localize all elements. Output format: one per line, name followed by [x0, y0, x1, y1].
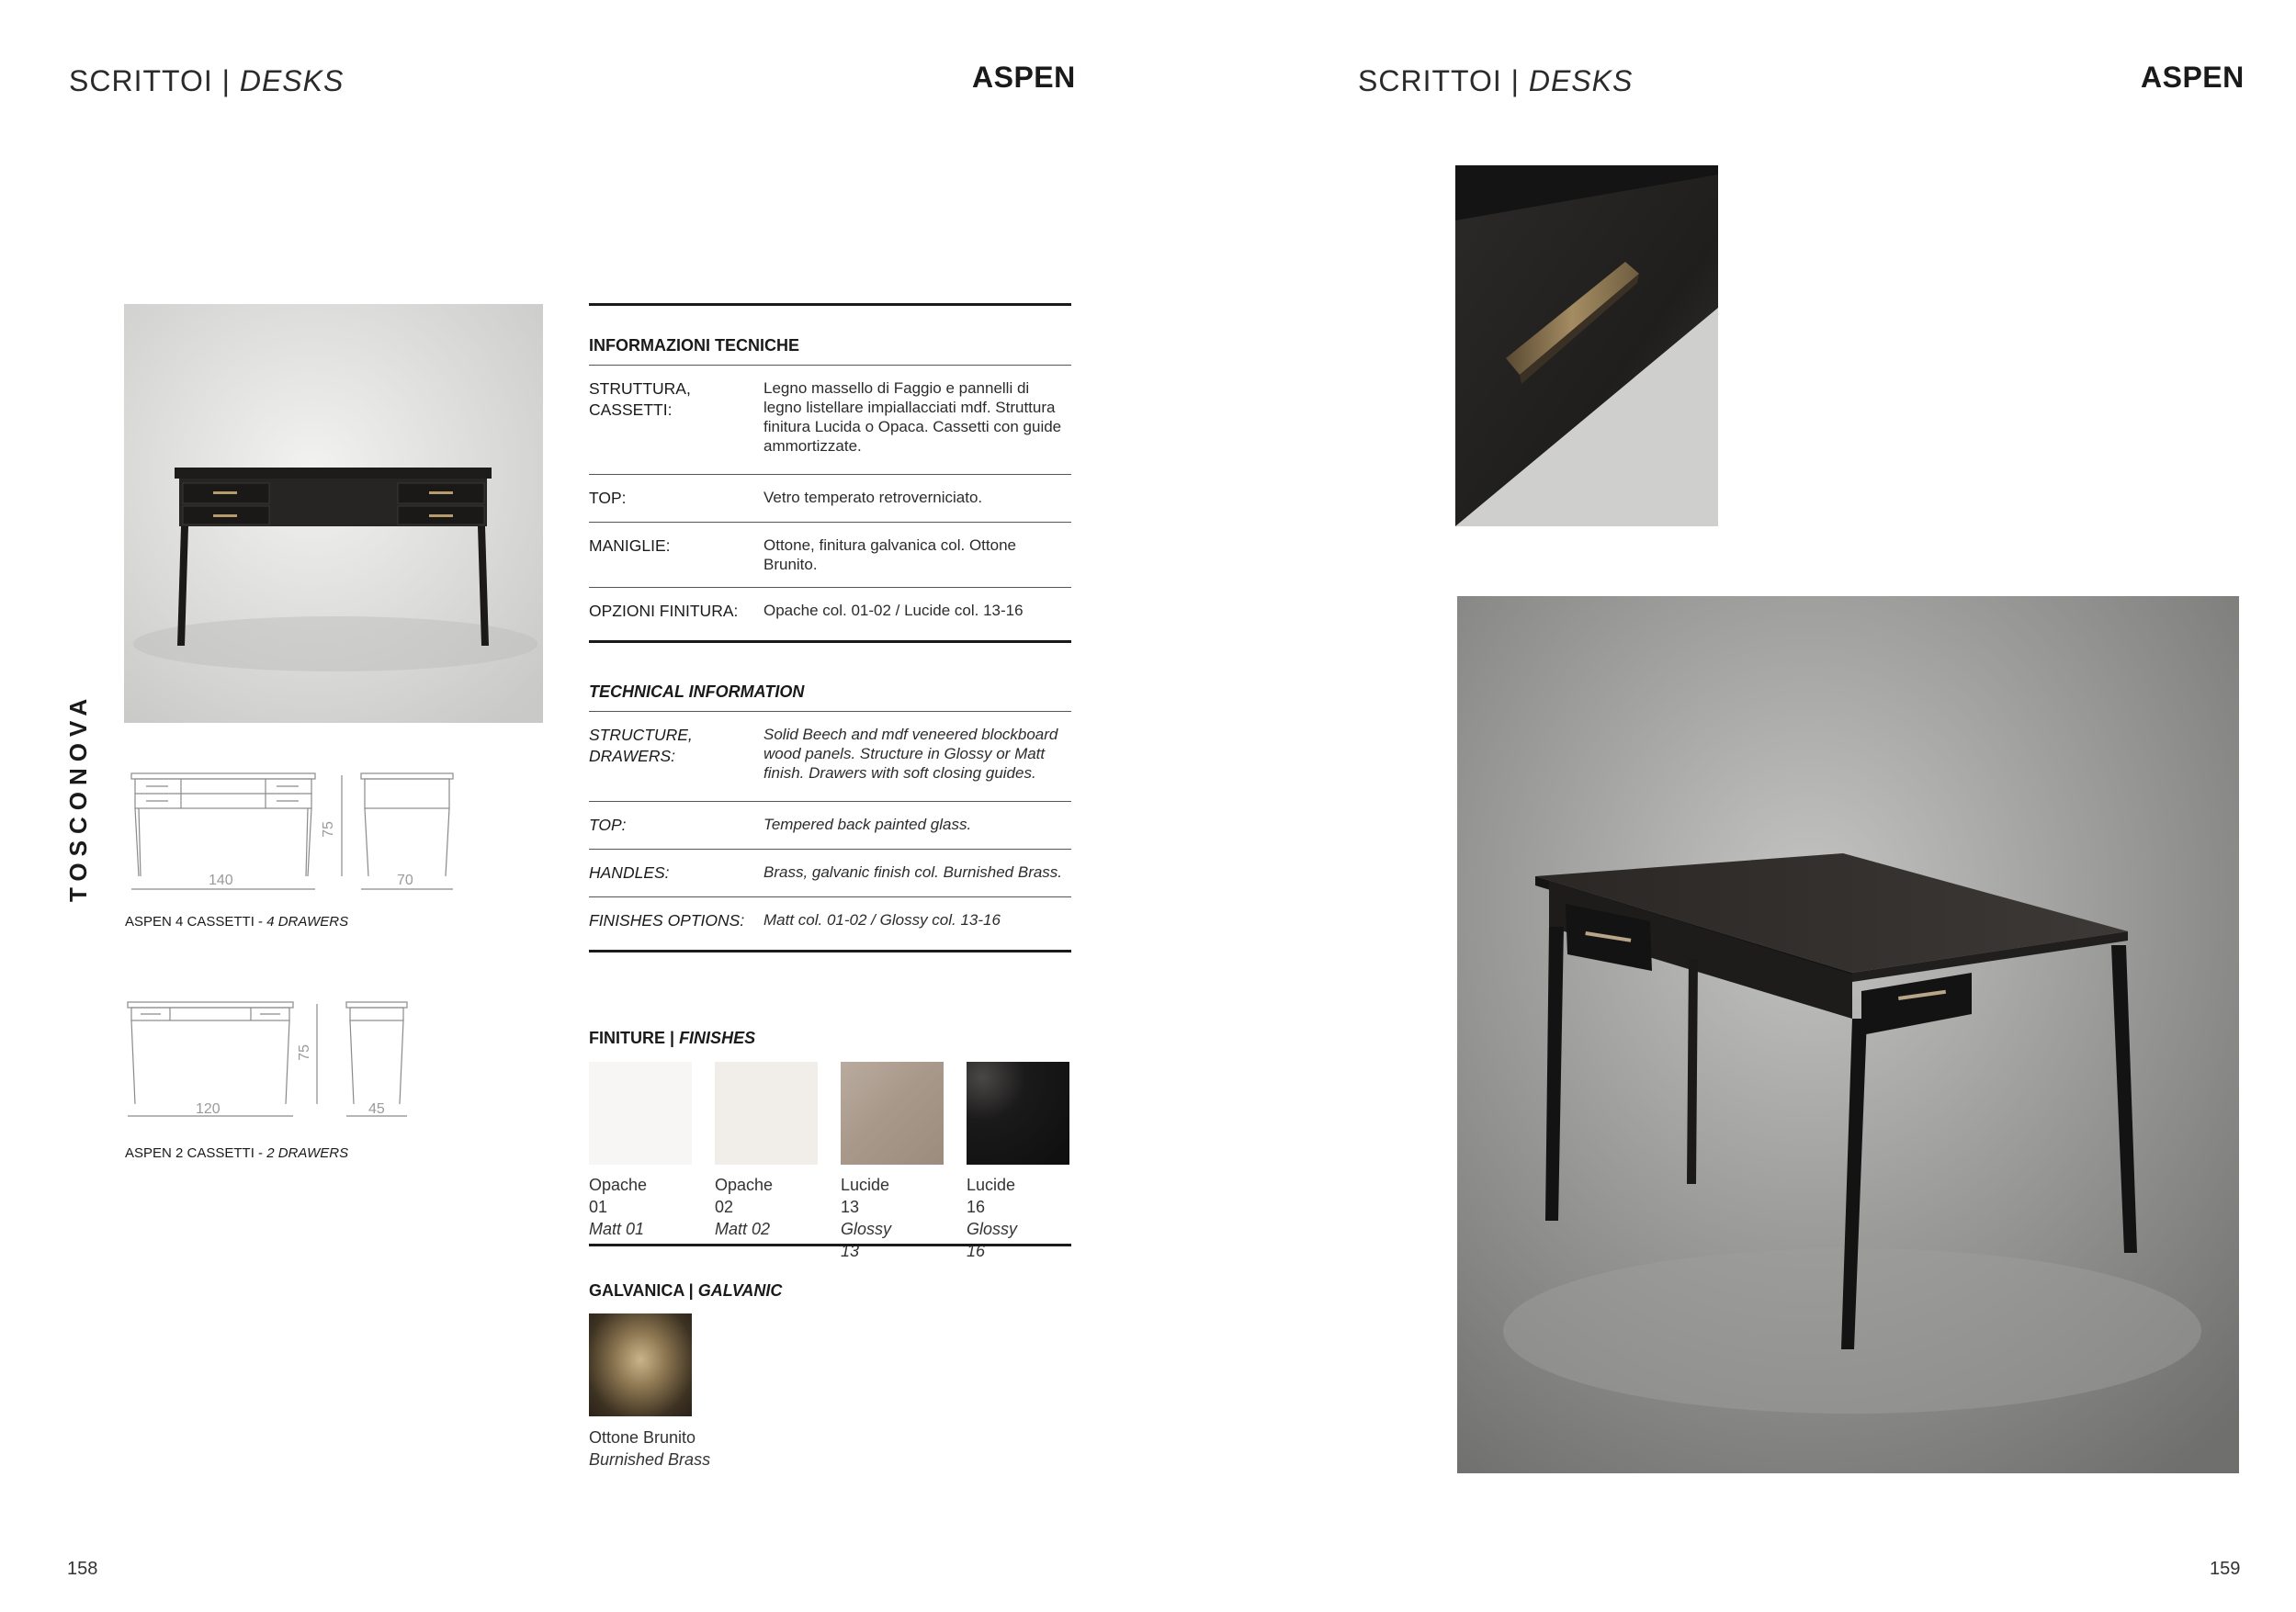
- spec-key: FINISHES OPTIONS:: [589, 911, 745, 930]
- dimension-height: 75: [320, 821, 336, 838]
- finish-label-it: Lucide 13: [841, 1176, 890, 1216]
- finish-label-it: Opache 01: [589, 1176, 648, 1216]
- spec-value: Legno massello di Faggio e pannelli di legno listellare impiallacciati mdf. Struttura finitura Lucida o Opaca. Cassetti con guide ammortizzate.: [763, 379, 1062, 455]
- category-en: DESKS: [239, 64, 345, 97]
- category-it: SCRITTOI |: [1358, 64, 1520, 97]
- brand-logo: TOSCONOVA: [64, 692, 92, 902]
- page-number-right: 159: [2210, 1559, 2241, 1579]
- finishes-title: [589, 1029, 755, 1048]
- spec-row: [589, 850, 1071, 897]
- finish-swatch-matt-01: [589, 1062, 692, 1165]
- spec-key: HANDLES:: [589, 863, 670, 882]
- spec-key: MANIGLIE:: [589, 536, 671, 555]
- spec-key: OPZIONI FINITURA:: [589, 602, 739, 620]
- spec-key: TOP:: [589, 816, 627, 834]
- finish-label: [715, 1174, 773, 1240]
- product-photo-perspective: [1457, 596, 2239, 1473]
- spec-value: Vetro temperato retroverniciato.: [763, 489, 983, 506]
- galvanic-swatch-burnished-brass: [589, 1313, 692, 1416]
- finish-label-en: Matt 02: [715, 1220, 771, 1238]
- spec-row: [589, 523, 1071, 588]
- product-photo-handle-detail: [1455, 165, 1718, 526]
- technical-drawing-4-drawers: [124, 770, 473, 907]
- finish-label: [841, 1174, 891, 1262]
- spec-value: Matt col. 01-02 / Glossy col. 13-16: [763, 911, 1001, 929]
- technical-info-it: [589, 303, 1071, 643]
- dimension-width: 140: [209, 873, 233, 888]
- category-it: SCRITTOI |: [69, 64, 231, 97]
- galvanic-label: [589, 1426, 710, 1471]
- spec-value: Ottone, finitura galvanica col. Ottone Brunito.: [763, 536, 1016, 573]
- galvanic-label-it: Ottone Brunito: [589, 1428, 696, 1447]
- dimension-height: 75: [296, 1044, 312, 1061]
- technical-info-en: [589, 652, 1071, 953]
- caption-it: ASPEN 4 CASSETTI -: [125, 914, 264, 930]
- finish-label: [589, 1174, 647, 1240]
- drawing-caption-4-drawers: [125, 914, 348, 930]
- spec-key: STRUTTURA, CASSETTI:: [589, 379, 691, 419]
- spec-row: [589, 897, 1071, 953]
- section-title: TECHNICAL INFORMATION: [589, 652, 1071, 712]
- spec-value: Brass, galvanic finish col. Burnished Brass.: [763, 863, 1063, 881]
- dimension-width: 120: [196, 1101, 221, 1117]
- finishes-title-it: FINITURE |: [589, 1029, 675, 1047]
- spec-row: [589, 366, 1071, 475]
- technical-drawing-2-drawers: [124, 998, 473, 1136]
- divider: [589, 1244, 1071, 1246]
- category-en: DESKS: [1528, 64, 1634, 97]
- finish-label-it: Lucide 16: [967, 1176, 1016, 1216]
- product-photo-front: [124, 304, 543, 723]
- spec-row: [589, 712, 1071, 802]
- left-page-product-title: ASPEN: [972, 61, 1076, 94]
- finish-swatch-matt-02: [715, 1062, 818, 1165]
- finish-label-en: Matt 01: [589, 1220, 645, 1238]
- spec-value: Tempered back painted glass.: [763, 816, 972, 833]
- drawing-caption-2-drawers: [125, 1145, 348, 1161]
- left-page-category: [69, 64, 344, 98]
- finish-label-it: Opache 02: [715, 1176, 774, 1216]
- finish-label-en: Glossy 13: [841, 1220, 892, 1260]
- galvanic-title-it: GALVANICA |: [589, 1281, 694, 1300]
- spec-row: [589, 475, 1071, 523]
- section-title: INFORMAZIONI TECNICHE: [589, 306, 1071, 366]
- finish-swatch-glossy-16: [967, 1062, 1069, 1165]
- caption-en: 4 DRAWERS: [266, 914, 349, 930]
- spec-value: Solid Beech and mdf veneered blockboard wood panels. Structure in Glossy or Matt finish. Drawers with soft closing guides.: [763, 726, 1058, 782]
- spec-value: Opache col. 01-02 / Lucide col. 13-16: [763, 602, 1024, 619]
- spec-key: TOP:: [589, 489, 627, 507]
- spec-row: [589, 588, 1071, 643]
- finish-label-en: Glossy 16: [967, 1220, 1018, 1260]
- right-page-product-title: ASPEN: [2141, 61, 2245, 94]
- galvanic-title: [589, 1281, 782, 1301]
- galvanic-title-en: GALVANIC: [697, 1281, 783, 1300]
- finishes-title-en: FINISHES: [679, 1029, 756, 1047]
- caption-en: 2 DRAWERS: [266, 1145, 349, 1161]
- page-number-left: 158: [67, 1559, 98, 1579]
- finish-swatch-glossy-13: [841, 1062, 944, 1165]
- spec-row: [589, 802, 1071, 850]
- finish-label: [967, 1174, 1017, 1262]
- dimension-depth: 45: [368, 1101, 385, 1117]
- galvanic-label-en: Burnished Brass: [589, 1450, 711, 1469]
- dimension-depth: 70: [397, 873, 413, 888]
- caption-it: ASPEN 2 CASSETTI -: [125, 1145, 264, 1161]
- spec-key: STRUCTURE, DRAWERS:: [589, 726, 693, 765]
- right-page-category: [1358, 64, 1633, 98]
